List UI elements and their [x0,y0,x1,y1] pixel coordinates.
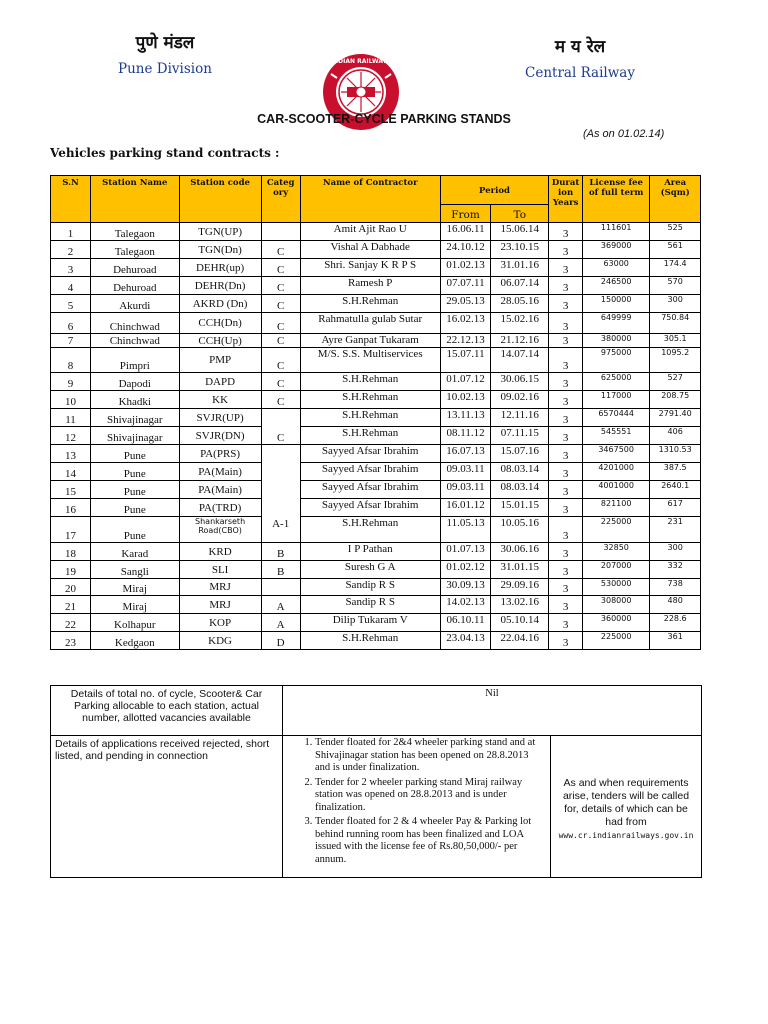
table-row [51,579,701,596]
serial-number-cell: 14 [51,463,91,481]
serial-number-cell: 1 [51,223,91,241]
period-from-cell: 11.05.13 [440,517,491,543]
duration-cell: 3 [549,259,583,277]
period-from-cell: 01.07.12 [440,373,491,391]
division-english: Pune Division [118,61,212,77]
area-cell: 525 [650,223,701,241]
category-cell: C [261,313,300,334]
period-to-cell: 30.06.15 [491,373,549,391]
contractor-name-cell: Suresh G A [300,561,440,579]
category-cell: B [261,543,300,561]
duration-cell: 3 [549,517,583,543]
station-name-cell: Khadki [91,391,179,409]
serial-number-cell: 21 [51,596,91,614]
duration-cell: 3 [549,579,583,596]
category-cell: C [261,348,300,373]
duration-cell: 3 [549,334,583,348]
area-cell: 300 [650,295,701,313]
allocation-details-label: Details of total no. of cycle, Scooter& Car Parking allocable to each station, actual number, allotted vacancies available [51,686,283,736]
contractor-name-cell: Sayyed Afsar Ibrahim [300,445,440,463]
contractor-name-cell: S.H.Rehman [300,632,440,650]
serial-number-cell: 20 [51,579,91,596]
contracts-table-body [51,223,701,650]
category-cell [261,223,300,241]
duration-cell: 3 [549,543,583,561]
license-fee-cell: 246500 [582,277,649,295]
table-row [51,632,701,650]
tender-item: 3. Tender floated for 2 & 4 wheeler Pay & Parking lot behind running room has been finalized and LOA issued with the license fee of Rs.80,50,000/- per annum. [315,816,546,866]
contractor-name-cell: S.H.Rehman [300,409,440,427]
category-cell: C [261,259,300,277]
station-name-cell: Pimpri [91,348,179,373]
category-cell: A [261,596,300,614]
area-cell: 305.1 [650,334,701,348]
license-fee-cell: 4001000 [582,481,649,499]
station-name-cell: Chinchwad [91,313,179,334]
period-to-cell: 12.11.16 [491,409,549,427]
website-link[interactable]: www.cr.indianrailways.gov.in [558,831,694,840]
duration-cell: 3 [549,481,583,499]
station-name-cell: Sangli [91,561,179,579]
station-name-cell: Dapodi [91,373,179,391]
station-name-cell: Karad [91,543,179,561]
area-cell: 738 [650,579,701,596]
period-to-cell: 29.09.16 [491,579,549,596]
period-to-cell: 28.05.16 [491,295,549,313]
area-cell: 527 [650,373,701,391]
period-to-cell: 09.02.16 [491,391,549,409]
station-name-cell: Dehuroad [91,277,179,295]
duration-cell: 3 [549,373,583,391]
col-header-fee: License fee of full term [582,176,649,223]
division-header [95,30,235,77]
station-code-cell: AKRD (Dn) [179,295,261,313]
station-code-cell: SVJR(DN) [179,427,261,445]
category-cell: C [261,334,300,348]
serial-number-cell: 10 [51,391,91,409]
category-cell: A-1 [261,445,300,543]
category-cell: C [261,373,300,391]
period-to-cell: 15.07.16 [491,445,549,463]
period-from-cell: 06.10.11 [440,614,491,632]
period-to-cell: 31.01.15 [491,561,549,579]
period-from-cell: 16.02.13 [440,313,491,334]
license-fee-cell: 32850 [582,543,649,561]
period-to-cell: 06.07.14 [491,277,549,295]
license-fee-cell: 821100 [582,499,649,517]
duration-cell: 3 [549,614,583,632]
category-cell: B [261,561,300,579]
station-code-cell: PA(Main) [179,463,261,481]
table-row [51,409,701,427]
license-fee-cell: 4201000 [582,463,649,481]
area-cell: 750.84 [650,313,701,334]
contractor-name-cell: S.H.Rehman [300,391,440,409]
period-to-cell: 22.04.16 [491,632,549,650]
applications-details-label: Details of applications received rejected, short listed, and pending in connection [51,736,283,878]
contractor-name-cell: S.H.Rehman [300,517,440,543]
station-code-cell: DAPD [179,373,261,391]
division-hindi: पुणे मंडल [135,33,195,53]
serial-number-cell: 8 [51,348,91,373]
license-fee-cell: 360000 [582,614,649,632]
station-name-cell: Talegaon [91,241,179,259]
table-row [51,223,701,241]
serial-number-cell: 15 [51,481,91,499]
period-to-cell: 15.01.15 [491,499,549,517]
period-to-cell: 21.12.16 [491,334,549,348]
period-to-cell: 05.10.14 [491,614,549,632]
period-to-cell: 07.11.15 [491,427,549,445]
area-cell: 480 [650,596,701,614]
table-row [51,391,701,409]
col-header-contractor: Name of Contractor [300,176,440,223]
area-cell: 208.75 [650,391,701,409]
license-fee-cell: 111601 [582,223,649,241]
period-to-cell: 15.06.14 [491,223,549,241]
col-header-code: Station code [179,176,261,223]
contractor-name-cell: Sayyed Afsar Ibrahim [300,463,440,481]
category-cell: C [261,277,300,295]
station-code-cell: MRJ [179,579,261,596]
station-code-cell: TGN(UP) [179,223,261,241]
period-from-cell: 22.12.13 [440,334,491,348]
station-name-cell: Pune [91,481,179,499]
tender-item: 1. Tender floated for 2&4 wheeler parking stand and at Shivajinagar station has been opened on 28.8.2013 and is under finalization. [315,737,546,775]
tender-item: 2. Tender for 2 wheeler parking stand Miraj railway station was opened on 28.8.2013 and is under finalization. [315,777,546,815]
area-cell: 406 [650,427,701,445]
table-row [51,543,701,561]
station-code-cell: KK [179,391,261,409]
station-code-cell: PMP [179,348,261,373]
category-cell: C [261,241,300,259]
duration-cell: 3 [549,409,583,427]
area-cell: 561 [650,241,701,259]
section-subtitle: Vehicles parking stand contracts : [50,146,280,160]
railway-hindi: म य रेल [554,37,606,57]
period-from-cell: 13.11.13 [440,409,491,427]
serial-number-cell: 17 [51,517,91,543]
serial-number-cell: 12 [51,427,91,445]
category-cell: D [261,632,300,650]
serial-number-cell: 4 [51,277,91,295]
contractor-name-cell: M/S. S.S. Multiservices [300,348,440,373]
area-cell: 387.5 [650,463,701,481]
duration-cell: 3 [549,277,583,295]
period-from-cell: 16.06.11 [440,223,491,241]
contractor-name-cell: Vishal A Dabhade [300,241,440,259]
duration-cell: 3 [549,241,583,259]
station-name-cell: Pune [91,445,179,463]
station-name-cell: Shivajinagar [91,427,179,445]
station-code-cell: PA(Main) [179,481,261,499]
duration-cell: 3 [549,391,583,409]
serial-number-cell: 3 [51,259,91,277]
period-to-cell: 31.01.16 [491,259,549,277]
category-cell: C [261,409,300,445]
serial-number-cell: 13 [51,445,91,463]
station-name-cell: Pune [91,499,179,517]
area-cell: 1095.2 [650,348,701,373]
station-code-cell: TGN(Dn) [179,241,261,259]
table-row [51,334,701,348]
col-header-station: Station Name [91,176,179,223]
duration-cell: 3 [549,596,583,614]
table-row [51,427,701,445]
area-cell: 231 [650,517,701,543]
logo-ring-text: INDIAN RAILWAYS [330,58,392,65]
serial-number-cell: 6 [51,313,91,334]
area-cell: 332 [650,561,701,579]
station-name-cell: Shivajinagar [91,409,179,427]
future-tenders-note [551,736,702,878]
duration-cell: 3 [549,445,583,463]
station-name-cell: Miraj [91,579,179,596]
area-cell: 361 [650,632,701,650]
table-row [51,259,701,277]
parking-contracts-table [50,175,701,650]
allocation-details-table [50,685,702,736]
table-row [51,561,701,579]
contractor-name-cell: Sandip R S [300,596,440,614]
period-to-cell: 30.06.16 [491,543,549,561]
license-fee-cell: 63000 [582,259,649,277]
license-fee-cell: 649999 [582,313,649,334]
license-fee-cell: 369000 [582,241,649,259]
contractor-name-cell: Sayyed Afsar Ibrahim [300,481,440,499]
col-header-duration: Durat ion Years [549,176,583,223]
period-to-cell: 14.07.14 [491,348,549,373]
period-from-cell: 01.02.13 [440,259,491,277]
contractor-name-cell: Amit Ajit Rao U [300,223,440,241]
station-name-cell: Kedgaon [91,632,179,650]
contractor-name-cell: S.H.Rehman [300,295,440,313]
serial-number-cell: 7 [51,334,91,348]
station-name-cell: Talegaon [91,223,179,241]
period-from-cell: 01.02.12 [440,561,491,579]
category-cell: C [261,391,300,409]
page-title: CAR-SCOOTER-CYCLE PARKING STANDS [257,112,511,126]
duration-cell: 3 [549,499,583,517]
area-cell: 228.6 [650,614,701,632]
station-code-cell: KRD [179,543,261,561]
table-row [51,596,701,614]
station-code-cell: PA(PRS) [179,445,261,463]
category-cell: A [261,614,300,632]
period-from-cell: 09.03.11 [440,481,491,499]
duration-cell: 3 [549,223,583,241]
serial-number-cell: 9 [51,373,91,391]
license-fee-cell: 308000 [582,596,649,614]
duration-cell: 3 [549,632,583,650]
period-from-cell: 16.01.12 [440,499,491,517]
period-from-cell: 01.07.13 [440,543,491,561]
period-from-cell: 14.02.13 [440,596,491,614]
area-cell: 1310.53 [650,445,701,463]
area-cell: 617 [650,499,701,517]
area-cell: 2791.40 [650,409,701,427]
serial-number-cell: 16 [51,499,91,517]
period-to-cell: 08.03.14 [491,463,549,481]
license-fee-cell: 225000 [582,517,649,543]
license-fee-cell: 3467500 [582,445,649,463]
table-row [51,295,701,313]
period-from-cell: 29.05.13 [440,295,491,313]
station-name-cell: Miraj [91,596,179,614]
station-code-cell: SLI [179,561,261,579]
period-from-cell: 10.02.13 [440,391,491,409]
railway-header [510,34,650,81]
period-from-cell: 15.07.11 [440,348,491,373]
period-from-cell: 24.10.12 [440,241,491,259]
contractor-name-cell: I P Pathan [300,543,440,561]
as-on-date: (As on 01.02.14) [583,128,665,140]
serial-number-cell: 19 [51,561,91,579]
station-name-cell: Chinchwad [91,334,179,348]
table-row [51,445,701,463]
license-fee-cell: 117000 [582,391,649,409]
serial-number-cell: 2 [51,241,91,259]
category-cell: C [261,295,300,313]
contractor-name-cell: Sayyed Afsar Ibrahim [300,499,440,517]
col-header-area: Area (Sqm) [650,176,701,223]
license-fee-cell: 975000 [582,348,649,373]
area-cell: 2640.1 [650,481,701,499]
period-from-cell: 30.09.13 [440,579,491,596]
period-from-cell: 07.07.11 [440,277,491,295]
col-header-to: To [491,205,549,223]
station-code-cell: MRJ [179,596,261,614]
license-fee-cell: 380000 [582,334,649,348]
tender-list [287,737,546,866]
period-to-cell: 15.02.16 [491,313,549,334]
col-header-period: Period [440,176,549,205]
period-to-cell: 13.02.16 [491,596,549,614]
future-tenders-text: As and when requirements arise, tenders will be called for, details of which can be had from [562,777,690,828]
table-row [51,348,701,373]
contractor-name-cell: Sandip R S [300,579,440,596]
license-fee-cell: 225000 [582,632,649,650]
table-row [51,277,701,295]
table-row [51,481,701,499]
allocation-nil-value: Nil [283,686,702,736]
table-row [51,517,701,543]
duration-cell: 3 [549,295,583,313]
station-code-cell: SVJR(UP) [179,409,261,427]
license-fee-cell: 150000 [582,295,649,313]
period-from-cell: 09.03.11 [440,463,491,481]
station-code-cell: CCH(Up) [179,334,261,348]
station-code-cell: Shankarseth Road(CBO) [179,517,261,543]
duration-cell: 3 [549,427,583,445]
railway-english: Central Railway [525,65,635,81]
contractor-name-cell: Rahmatulla gulab Sutar [300,313,440,334]
duration-cell: 3 [549,561,583,579]
contractor-name-cell: Ayre Ganpat Tukaram [300,334,440,348]
area-cell: 300 [650,543,701,561]
table-row [51,241,701,259]
area-cell: 174.4 [650,259,701,277]
station-code-cell: PA(TRD) [179,499,261,517]
station-code-cell: KOP [179,614,261,632]
table-row [51,463,701,481]
license-fee-cell: 625000 [582,373,649,391]
period-to-cell: 08.03.14 [491,481,549,499]
station-name-cell: Akurdi [91,295,179,313]
duration-cell: 3 [549,313,583,334]
duration-cell: 3 [549,463,583,481]
period-to-cell: 23.10.15 [491,241,549,259]
contractor-name-cell: Dilip Tukaram V [300,614,440,632]
serial-number-cell: 23 [51,632,91,650]
station-code-cell: DEHR(Dn) [179,277,261,295]
applications-details-table [50,735,702,878]
serial-number-cell: 22 [51,614,91,632]
station-name-cell: Kolhapur [91,614,179,632]
table-row [51,373,701,391]
station-name-cell: Pune [91,463,179,481]
contractor-name-cell: S.H.Rehman [300,373,440,391]
station-code-cell: CCH(Dn) [179,313,261,334]
table-row [51,499,701,517]
contractor-name-cell: Shri. Sanjay K R P S [300,259,440,277]
station-code-cell: KDG [179,632,261,650]
station-name-cell: Pune [91,517,179,543]
category-cell [261,579,300,596]
station-name-cell: Dehuroad [91,259,179,277]
contractor-name-cell: Ramesh P [300,277,440,295]
license-fee-cell: 530000 [582,579,649,596]
col-header-from: From [440,205,491,223]
serial-number-cell: 18 [51,543,91,561]
duration-cell: 3 [549,348,583,373]
col-header-sn: S.N [51,176,91,223]
station-code-cell: DEHR(up) [179,259,261,277]
serial-number-cell: 5 [51,295,91,313]
serial-number-cell: 11 [51,409,91,427]
period-from-cell: 23.04.13 [440,632,491,650]
license-fee-cell: 545551 [582,427,649,445]
table-row [51,313,701,334]
license-fee-cell: 207000 [582,561,649,579]
contractor-name-cell: S.H.Rehman [300,427,440,445]
area-cell: 570 [650,277,701,295]
period-from-cell: 08.11.12 [440,427,491,445]
table-row [51,614,701,632]
period-to-cell: 10.05.16 [491,517,549,543]
license-fee-cell: 6570444 [582,409,649,427]
col-header-category: Categ ory [261,176,300,223]
period-from-cell: 16.07.13 [440,445,491,463]
